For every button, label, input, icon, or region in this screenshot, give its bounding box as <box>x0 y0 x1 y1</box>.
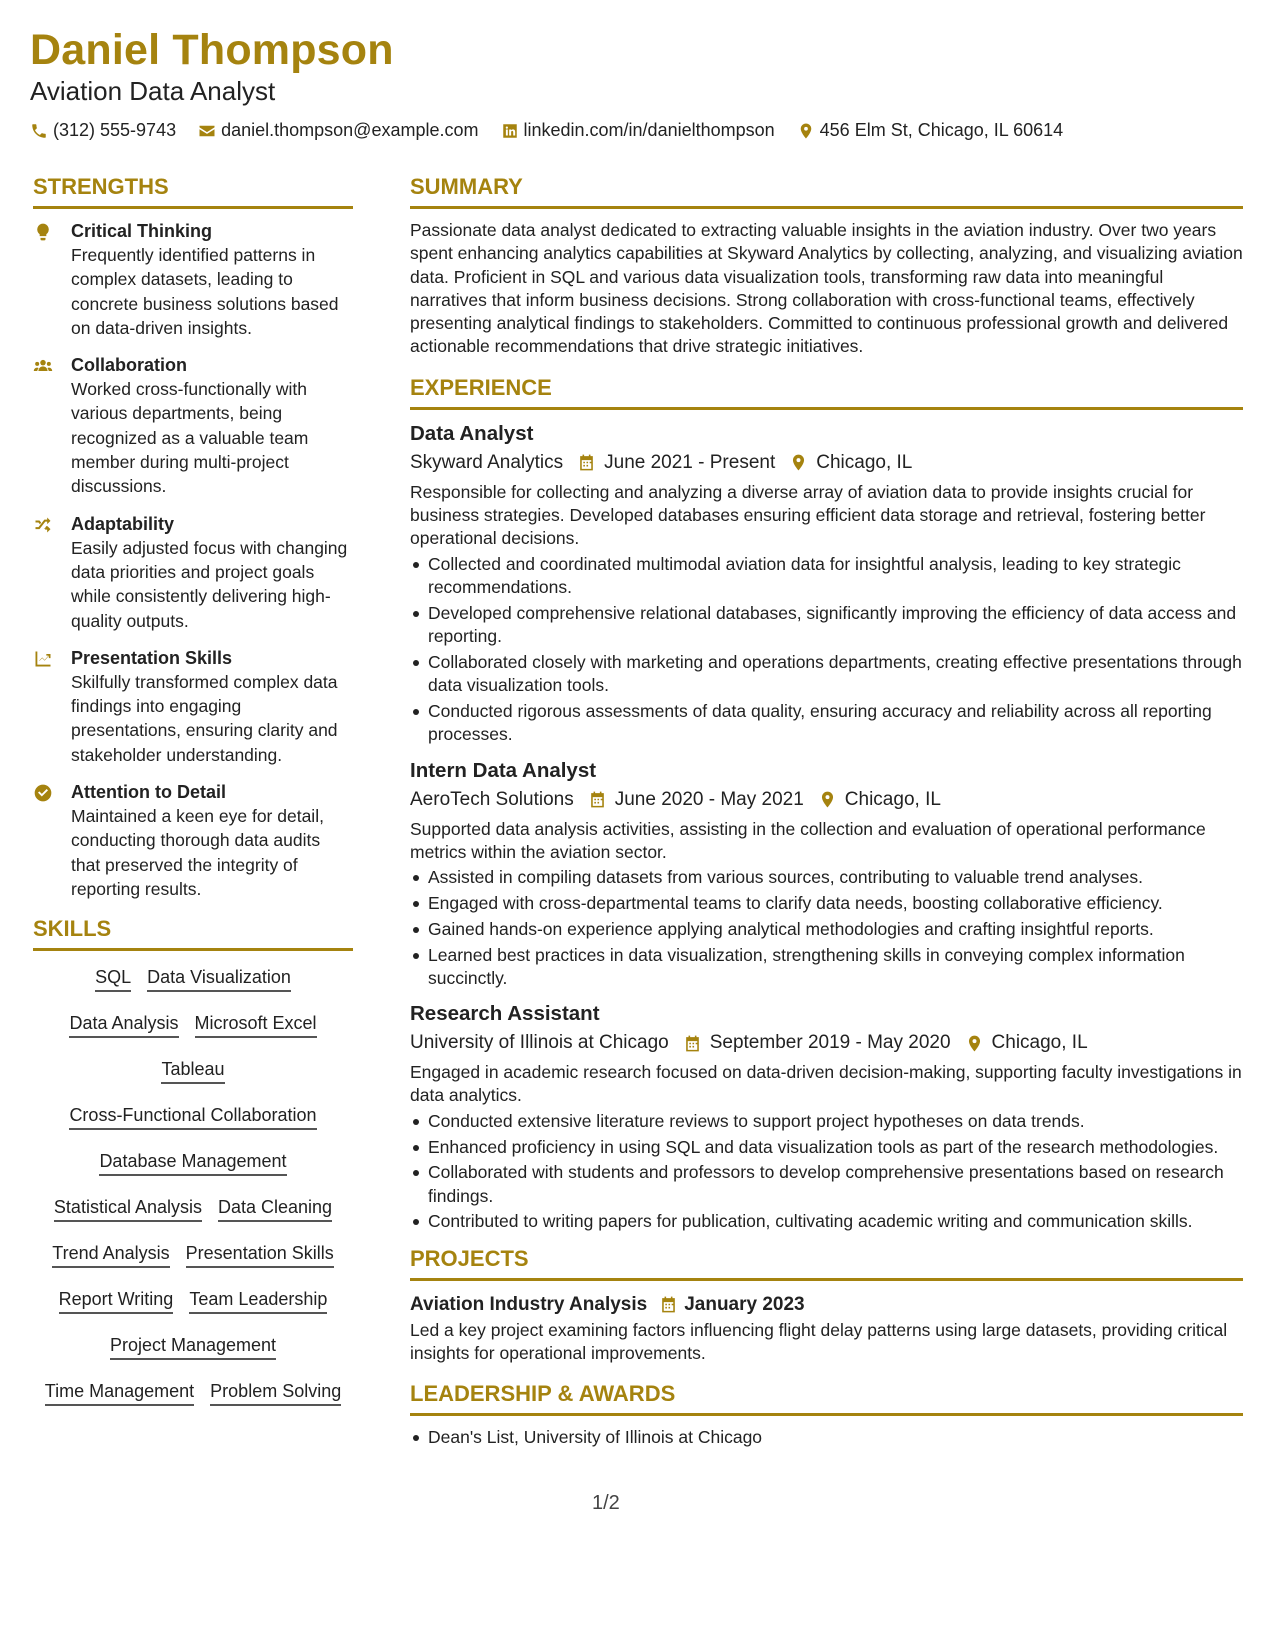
lightbulb-icon <box>33 222 53 242</box>
job-bullet: Enhanced proficiency in using SQL and data visualization tools as part of the research methodologies. <box>410 1136 1243 1159</box>
left-column <box>33 172 353 1452</box>
content-columns <box>33 172 1243 1452</box>
calendar-icon <box>659 1295 678 1314</box>
job-bullets <box>410 1110 1243 1234</box>
skill-tag: Data Visualization <box>147 965 291 992</box>
job-bullet: Conducted rigorous assessments of data quality, ensuring accuracy and reliability across all reporting processes. <box>410 700 1243 747</box>
job-description: Supported data analysis activities, assisting in the collection and evaluation of operational performance metrics within the aviation sector. <box>410 818 1206 862</box>
calendar-icon <box>577 453 596 472</box>
job-bullet: Assisted in compiling datasets from various sources, contributing to valuable trend analyses. <box>410 866 1243 889</box>
skill-tag: Data Analysis <box>69 1011 178 1038</box>
job-bullet: Learned best practices in data visualization, strengthening skills in conveying complex information succinctly. <box>410 944 1243 991</box>
projects-heading: PROJECTS <box>410 1244 1243 1281</box>
strength-desc: Skilfully transformed complex data findings into engaging presentations, ensuring clarity and stakeholder understanding. <box>71 671 338 765</box>
contact-phone-text: (312) 555-9743 <box>53 120 177 140</box>
leadership-list <box>410 1426 1243 1449</box>
job-bullet: Collaborated with students and professors to develop comprehensive presentations based on research findings. <box>410 1161 1243 1208</box>
job-bullets <box>410 866 1243 990</box>
experience-entry <box>410 757 1243 991</box>
map-pin-icon <box>818 790 837 809</box>
strength-item <box>33 646 353 767</box>
shuffle-icon <box>33 515 53 535</box>
contact-email[interactable] <box>198 120 478 141</box>
skill-tag: Problem Solving <box>210 1379 341 1406</box>
job-location: Chicago, IL <box>991 1032 1088 1054</box>
job-company: University of Illinois at Chicago <box>410 1032 669 1054</box>
strength-item <box>33 219 353 340</box>
job-location: Chicago, IL <box>816 451 913 473</box>
job-bullet: Collected and coordinated multimodal aviation data for insightful analysis, leading to key strategic recommendations. <box>410 553 1243 600</box>
skill-tag: Data Cleaning <box>218 1195 332 1222</box>
job-bullet: Developed comprehensive relational databases, significantly improving the efficiency of data access and reporting. <box>410 602 1243 649</box>
contact-address-text: 456 Elm St, Chicago, IL 60614 <box>819 120 1064 140</box>
job-dates: June 2020 - May 2021 <box>614 788 804 810</box>
map-pin-icon <box>797 122 815 140</box>
calendar-icon <box>588 790 607 809</box>
strength-desc: Worked cross-functionally with various departments, being recognized as a valuable team member during multi-project discussions. <box>71 379 309 497</box>
strength-desc: Frequently identified patterns in complex datasets, leading to concrete business solutions based on data-driven insights. <box>71 245 339 338</box>
job-bullet: Engaged with cross-departmental teams to clarify data needs, boosting collaborative efficiency. <box>410 892 1243 915</box>
job-meta <box>410 785 1243 815</box>
contact-row <box>30 120 1245 141</box>
contact-email-text[interactable]: daniel.thompson@example.com <box>221 120 479 140</box>
experience-entry <box>410 420 1243 747</box>
skill-tag: Trend Analysis <box>52 1241 169 1268</box>
skill-tag: Report Writing <box>59 1287 174 1314</box>
skill-tag: Presentation Skills <box>186 1241 334 1268</box>
skill-tag: Microsoft Excel <box>195 1011 317 1038</box>
check-circle-icon <box>33 783 53 803</box>
job-bullets <box>410 553 1243 747</box>
job-dates: September 2019 - May 2020 <box>709 1032 951 1054</box>
skill-tag: SQL <box>95 965 131 992</box>
candidate-title: Aviation Data Analyst <box>30 76 276 106</box>
skills-heading: SKILLS <box>33 914 353 951</box>
skill-tag: Cross-Functional Collaboration <box>69 1103 316 1130</box>
job-company: Skyward Analytics <box>410 451 564 473</box>
job-meta <box>410 1028 1243 1058</box>
strength-desc: Maintained a keen eye for detail, conducting thorough data audits that preserved the integrity of reporting results. <box>71 806 324 899</box>
job-meta <box>410 448 1243 478</box>
project-date: January 2023 <box>684 1293 805 1315</box>
job-description: Responsible for collecting and analyzing a diverse array of aviation data to provide insights crucial for business strategies. Developed databases ensuring efficient data storage and retrieval, fostering better operational decisions. <box>410 481 1206 549</box>
summary-text: Passionate data analyst dedicated to extracting valuable insights in the aviation industry. Over two years spent enhancing analytics capabilities at Skyward Analytics by collecting, analyzing, and visualizing aviation data. Proficient in SQL and various data visualization tools, transforming raw data into meaningful narratives that inform business decisions. Strong collaboration with cross-functional teams, effectively presenting analytical findings to stakeholders. Committed to continuous professional growth and delivered actionable recommendations that drive strategic initiatives. <box>410 220 1243 357</box>
envelope-icon <box>198 122 216 140</box>
project-title: Aviation Industry Analysis <box>410 1293 648 1315</box>
project-description: Led a key project examining factors influencing flight delay patterns using large datasets, providing critical insights for operational improvements. <box>410 1319 1228 1363</box>
skill-tag: Project Management <box>110 1333 276 1360</box>
linkedin-icon <box>501 122 519 140</box>
leadership-heading: LEADERSHIP & AWARDS <box>410 1379 1243 1416</box>
map-pin-icon <box>965 1034 984 1053</box>
map-pin-icon <box>789 453 808 472</box>
skill-tag: Tableau <box>161 1057 224 1084</box>
job-title: Research Assistant <box>410 1002 600 1026</box>
contact-linkedin[interactable] <box>501 120 775 141</box>
candidate-name: Daniel Thompson <box>30 26 394 74</box>
job-bullet: Conducted extensive literature reviews to support project hypotheses on data trends. <box>410 1110 1243 1133</box>
project-entry <box>410 1291 1243 1366</box>
job-company: AeroTech Solutions <box>410 788 574 810</box>
summary-heading: SUMMARY <box>410 172 1243 209</box>
job-dates: June 2021 - Present <box>604 451 776 473</box>
skill-tag: Statistical Analysis <box>54 1195 202 1222</box>
page-number: 1/2 <box>592 1492 620 1514</box>
strength-title: Presentation Skills <box>71 647 233 668</box>
job-title: Data Analyst <box>410 421 534 445</box>
strength-item <box>33 512 353 633</box>
skill-tag: Database Management <box>99 1149 286 1176</box>
job-title: Intern Data Analyst <box>410 758 597 782</box>
project-header <box>410 1291 1243 1319</box>
contact-linkedin-text[interactable]: linkedin.com/in/danielthompson <box>523 120 775 140</box>
experience-entry <box>410 1000 1243 1234</box>
strength-title: Collaboration <box>71 355 187 376</box>
contact-address <box>797 120 1063 141</box>
strength-title: Critical Thinking <box>71 221 213 241</box>
calendar-icon <box>683 1034 702 1053</box>
phone-icon <box>30 122 48 140</box>
job-bullet: Contributed to writing papers for publication, cultivating academic writing and communication skills. <box>410 1210 1243 1233</box>
contact-phone <box>30 120 176 141</box>
strength-item <box>33 780 353 901</box>
strengths-heading: STRENGTHS <box>33 172 353 209</box>
leadership-item: Dean's List, University of Illinois at Chicago <box>410 1426 1243 1449</box>
skill-tag: Time Management <box>45 1379 194 1406</box>
job-bullet: Gained hands-on experience applying analytical methodologies and crafting insightful reports. <box>410 918 1243 941</box>
chart-line-icon <box>33 649 53 669</box>
strength-item <box>33 353 353 498</box>
job-description: Engaged in academic research focused on data-driven decision-making, supporting faculty investigations in data analytics. <box>410 1062 1242 1106</box>
strength-desc: Easily adjusted focus with changing data priorities and project goals while consistently delivering high-quality outputs. <box>71 537 348 631</box>
users-icon <box>33 356 53 376</box>
skill-tag: Team Leadership <box>189 1287 327 1314</box>
strength-title: Adaptability <box>71 513 175 534</box>
strength-title: Attention to Detail <box>71 782 226 803</box>
right-column <box>410 172 1243 1452</box>
skills-list <box>33 959 353 1421</box>
job-bullet: Collaborated closely with marketing and operations departments, creating effective presentations through data visualization tools. <box>410 651 1243 698</box>
experience-heading: EXPERIENCE <box>410 373 1243 410</box>
job-location: Chicago, IL <box>844 788 941 810</box>
